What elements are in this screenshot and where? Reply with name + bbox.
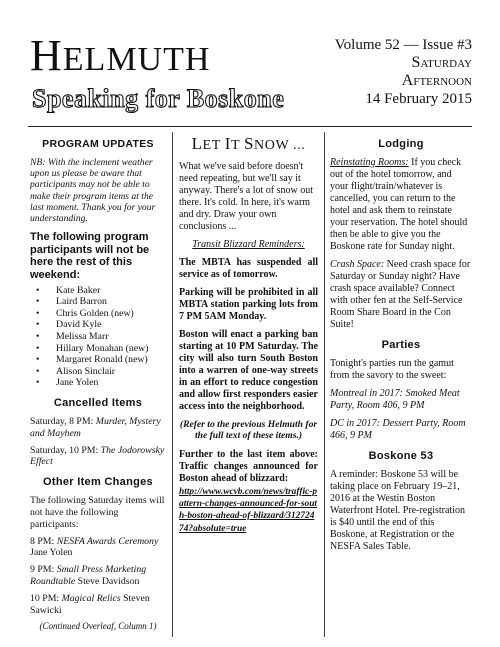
program-updates-heading: PROGRAM UPDATES [42, 138, 154, 150]
reinstating-rooms [330, 157, 472, 253]
list-item: • Alison Sinclair [30, 366, 166, 378]
other-changes-intro: The following Saturday items will not have the following participants: [30, 495, 165, 530]
event-time: 9 PM: [30, 564, 55, 576]
list-item: • Laird Barron [30, 296, 166, 308]
refer-note: (Refer to the previous Helmuth for the full text of these items.) [179, 418, 318, 442]
snow-title-part: I [224, 134, 231, 153]
column-divider-2 [324, 132, 325, 637]
traffic-changes-intro: Further to the last item above: Traffic changes announced for Boston ahead of blizzard: [179, 448, 318, 484]
masthead-title [30, 31, 211, 82]
paragraph-text: If you check out of the hotel tomorrow, and your flight/train/whatever is cancelled, you can return to the hotel and ask them to reinstate your reservation. The hotel should then be able to give you the Boskone rate for Sunday night. [330, 157, 468, 252]
issue-line: Volume 52 — Issue #3 [334, 37, 472, 53]
event-person: Steve Davidson [77, 575, 140, 587]
parties-intro: Tonight's parties run the gamut from the savory to the sweet: [330, 358, 454, 381]
event-title: NESFA Awards Ceremony [56, 535, 159, 547]
event-title: Small Press Marketing Roundtable [30, 564, 147, 587]
event-time: 10 PM: [30, 592, 60, 604]
transit-item-mbta: The MBTA has suspended all service as of tomorrow. [179, 256, 318, 280]
snow-heading [179, 134, 318, 156]
column-program-updates [30, 130, 166, 633]
event-title: Magical Relics [61, 592, 121, 604]
boskone53-text: A reminder: Boskone 53 will be taking place on February 19–21, 2016 at the Westin Boston Waterfront Hotel. Pre-registration is $40 until the end of this Boskone, at Registration or the NESFA Sales Table. [330, 469, 465, 552]
event-time: 8 PM: [30, 535, 55, 547]
change-item [30, 564, 166, 588]
paragraph-lead: Crash Space: [330, 259, 385, 270]
lodging-heading: Lodging [378, 138, 424, 150]
traffic-changes-link[interactable]: http://www.wcvb.com/news/traffic-pattern-changes-announced-for-south-boston-ahead-of-blizzard/31272474?absolute=true [179, 486, 318, 534]
continued-note: (Continued Overleaf, Column 1) [39, 621, 157, 632]
list-item: • Hillary Monahan (new) [30, 343, 166, 355]
title-first-letter: H [30, 31, 63, 80]
event-person: Steven Sawicki [30, 592, 150, 616]
transit-item-parking-ban: Boston will enact a parking ban starting at 10 PM Saturday. The city will also turn South Boston into a warren of one-way streets in an effort to reduce congestion and allow first responders easier access into the neighborhood. [179, 328, 318, 412]
party-item: Montreal in 2017: Smoked Meat Party, Room 406, 9 PM [330, 388, 460, 411]
list-item: • Jane Yolen [30, 377, 166, 389]
boskone53-heading: Boskone 53 [368, 450, 434, 462]
event-time: Saturday, 10 PM: [30, 444, 99, 456]
event-title: The Jodorowsky Effect [30, 444, 165, 468]
cancelled-heading: Cancelled Items [53, 396, 143, 409]
column-divider-1 [172, 132, 173, 637]
title-rest: ELMUTH [62, 41, 211, 78]
issue-time: Afternoon [401, 72, 472, 89]
snow-intro: What we've said before doesn't need repeating, but we'll say it anyway. There's a lot of snow out there. It's cold. In here, it's warm and dry. Draw your own conclusions ... [179, 161, 313, 232]
list-item: • Margaret Ronald (new) [30, 354, 166, 366]
snow-title-part: ET [202, 138, 225, 153]
absent-participants-list [30, 285, 166, 389]
cancelled-item [30, 416, 166, 440]
paragraph-lead: Reinstating Rooms: [330, 157, 409, 168]
snow-title-part: S [243, 134, 255, 153]
other-changes-heading: Other Item Changes [43, 476, 153, 489]
weather-note: NB: With the inclement weather upon us please be aware that participants may not be able to make their program items at the last moment. Thank you for your understanding. [30, 157, 156, 225]
parties-heading: Parties [381, 339, 421, 351]
crash-space [330, 259, 472, 331]
event-person: Jane Yolen [30, 547, 73, 559]
masthead-subtitle: Speaking for Boskone [32, 84, 285, 113]
issue-day: Saturday [411, 54, 472, 71]
cancelled-item [30, 445, 166, 469]
snow-title-part: T [230, 138, 244, 153]
list-item: • Chris Golden (new) [30, 308, 166, 320]
snow-title-part: NOW ... [254, 138, 306, 153]
issue-info [272, 36, 472, 108]
event-title: Murder, Mystery and Mayhem [30, 415, 161, 439]
change-item [30, 593, 166, 617]
party-item: DC in 2017: Dessert Party, Room 466, 9 PM [330, 418, 466, 441]
paragraph-text: Need crash space for Saturday or Sunday night? Have crash space available? Connect with other fen at the Self-Service Room Share Board in the Con Suite! [330, 259, 471, 330]
list-item: • Melissa Marr [30, 331, 166, 343]
transit-item-parking: Parking will be prohibited in all MBTA station parking lots from 7 PM 5AM Monday. [179, 286, 318, 322]
not-here-heading: The following program participants will not be here the rest of this weekend: [30, 231, 150, 281]
column-let-it-snow [179, 130, 318, 535]
change-item [30, 536, 166, 560]
masthead-rule [28, 126, 472, 127]
column-lodging [330, 130, 472, 559]
transit-reminders-heading: Transit Blizzard Reminders: [192, 239, 305, 250]
list-item: • Kate Baker [30, 285, 166, 297]
issue-date: 14 February 2015 [365, 91, 472, 107]
list-item: • David Kyle [30, 319, 166, 331]
event-time: Saturday, 8 PM: [30, 415, 94, 427]
snow-title-part: L [191, 134, 203, 153]
